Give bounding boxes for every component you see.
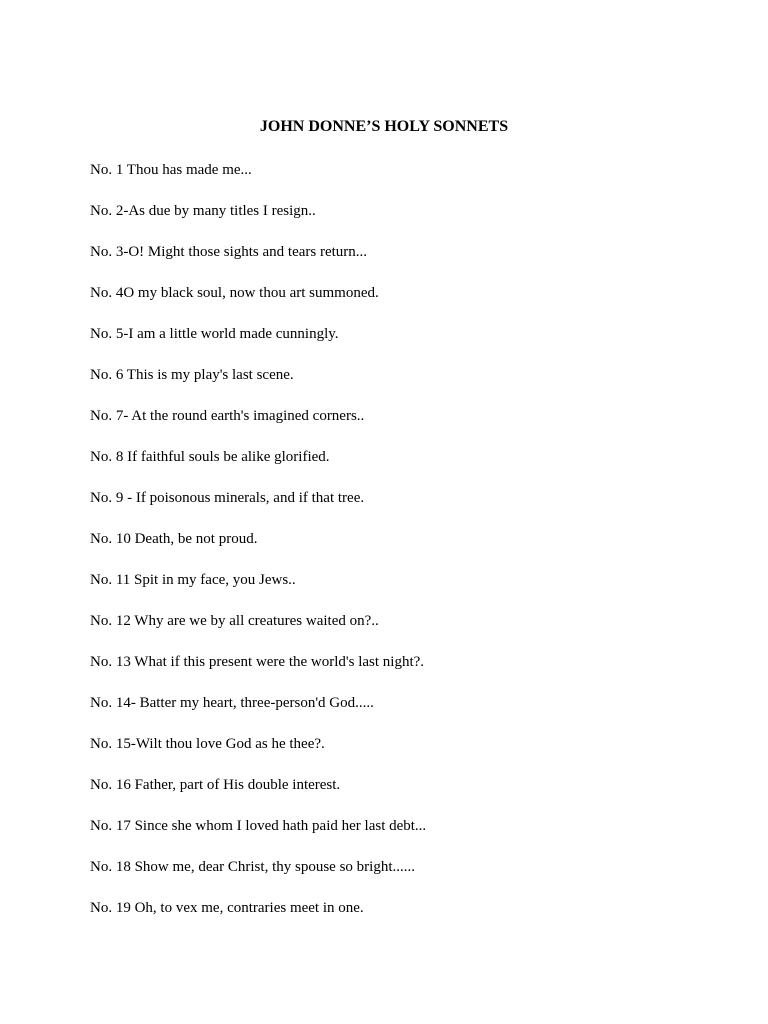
sonnet-item: No. 16 Father, part of His double interest. — [90, 777, 341, 793]
sonnet-item: No. 19 Oh, to vex me, contraries meet in one. — [90, 900, 364, 916]
sonnet-item: No. 9 - If poisonous minerals, and if that tree. — [90, 490, 365, 506]
sonnet-item: No. 7- At the round earth's imagined corners.. — [90, 408, 365, 424]
sonnet-item: No. 2-As due by many titles I resign.. — [90, 203, 316, 219]
sonnet-item: No. 17 Since she whom I loved hath paid her last debt... — [90, 818, 427, 834]
sonnet-item: No. 6 This is my play's last scene. — [90, 367, 294, 383]
sonnet-item: No. 8 If faithful souls be alike glorified. — [90, 449, 330, 465]
sonnet-item: No. 12 Why are we by all creatures waited on?.. — [90, 613, 379, 629]
sonnet-item: No. 5-I am a little world made cunningly. — [90, 326, 339, 342]
sonnet-item: No. 13 What if this present were the world's last night?. — [90, 654, 425, 670]
sonnet-item: No. 14- Batter my heart, three-person'd God..... — [90, 695, 374, 711]
sonnet-item: No. 3-O! Might those sights and tears return... — [90, 244, 368, 260]
sonnet-item: No. 15-Wilt thou love God as he thee?. — [90, 736, 325, 752]
sonnet-item: No. 18 Show me, dear Christ, thy spouse so bright...... — [90, 859, 415, 875]
sonnet-item: No. 11 Spit in my face, you Jews.. — [90, 572, 296, 588]
sonnet-item: No. 4O my black soul, now thou art summoned. — [90, 285, 379, 301]
sonnet-item: No. 1 Thou has made me... — [90, 162, 252, 178]
sonnet-list — [90, 160, 426, 939]
document-title: JOHN DONNE’S HOLY SONNETS — [259, 118, 509, 135]
sonnet-item: No. 10 Death, be not proud. — [90, 531, 258, 547]
